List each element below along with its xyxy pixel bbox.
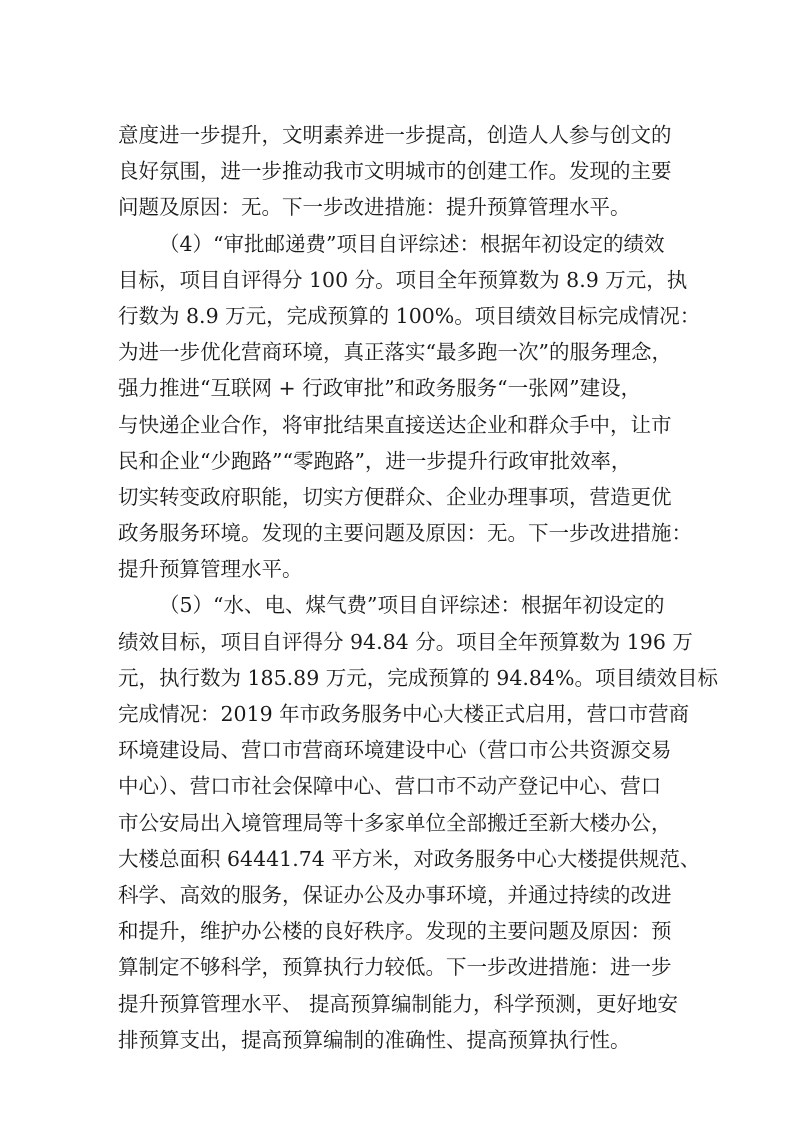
text-line: 提升预算管理水平、 提高预算编制能力，科学预测，更好地安 <box>118 991 679 1016</box>
text-line: 目标，项目自评得分 100 分。项目全年预算数为 8.9 万元，执 <box>118 267 688 292</box>
text-line: 绩效目标，项目自评得分 94.84 分。项目全年预算数为 196 万 <box>118 629 693 654</box>
text-line: 民和企业“少跑路”“零跑路”，进一步提升行政审批效率， <box>118 448 632 473</box>
text-line: 环境建设局、营口市营商环境建设中心（营口市公共资源交易 <box>118 738 672 763</box>
text-line: 行数为 8.9 万元，完成预算的 100%。项目绩效目标完成情况： <box>118 303 701 328</box>
text-line: （5）“水、电、煤气费”项目自评综述：根据年初设定的 <box>159 593 665 618</box>
text-line: 和提升，维护办公楼的良好秩序。发现的主要问题及原因：预 <box>118 919 672 944</box>
text-line: 提升预算管理水平。 <box>118 557 303 582</box>
paragraph-utilities <box>118 587 718 1057</box>
text-line: 切实转变政府职能，切实方便群众、企业办理事项，营造更优 <box>118 484 672 509</box>
text-line: 良好氛围，进一步推动我市文明城市的创建工作。发现的主要 <box>118 159 672 184</box>
text-line: 政务服务环境。发现的主要问题及原因：无。下一步改进措施： <box>118 521 692 546</box>
text-line: 问题及原因：无。下一步改进措施：提升预算管理水平。 <box>118 195 631 220</box>
text-line: 强力推进“互联网 + 行政审批”和政务服务“一张网”建设， <box>118 376 642 401</box>
text-line: （4）“审批邮递费”项目自评综述：根据年初设定的绩效 <box>159 231 665 256</box>
paragraph-approval-postage <box>118 226 701 588</box>
text-line: 元，执行数为 185.89 万元，完成预算的 94.84%。项目绩效目标 <box>118 665 718 690</box>
text-line: 为进一步优化营商环境，真正落实“最多跑一次”的服务理念， <box>118 340 672 365</box>
paragraph-civilization-summary <box>118 117 688 226</box>
text-line: 算制定不够科学，预算执行力较低。下一步改进措施：进一步 <box>118 955 672 980</box>
text-line: 与快递企业合作，将审批结果直接送达企业和群众手中，让市 <box>118 412 672 437</box>
text-line: 市公安局出入境管理局等十多家单位全部搬迁至新大楼办公， <box>118 810 672 835</box>
text-line: 大楼总面积 64441.74 平方米，对政务服务中心大楼提供规范、 <box>118 846 701 871</box>
text-line: 科学、高效的服务，保证办公及办事环境，并通过持续的改进 <box>118 882 672 907</box>
document-body <box>118 117 718 1058</box>
text-line: 中心）、营口市社会保障中心、营口市不动产登记中心、营口 <box>118 774 662 799</box>
text-line: 意度进一步提升，文明素养进一步提高，创造人人参与创文的 <box>118 123 672 147</box>
text-line: 排预算支出，提高预算编制的准确性、提高预算执行性。 <box>118 1027 631 1052</box>
text-line: 完成情况：2019 年市政务服务中心大楼正式启用，营口市营商 <box>118 702 690 726</box>
